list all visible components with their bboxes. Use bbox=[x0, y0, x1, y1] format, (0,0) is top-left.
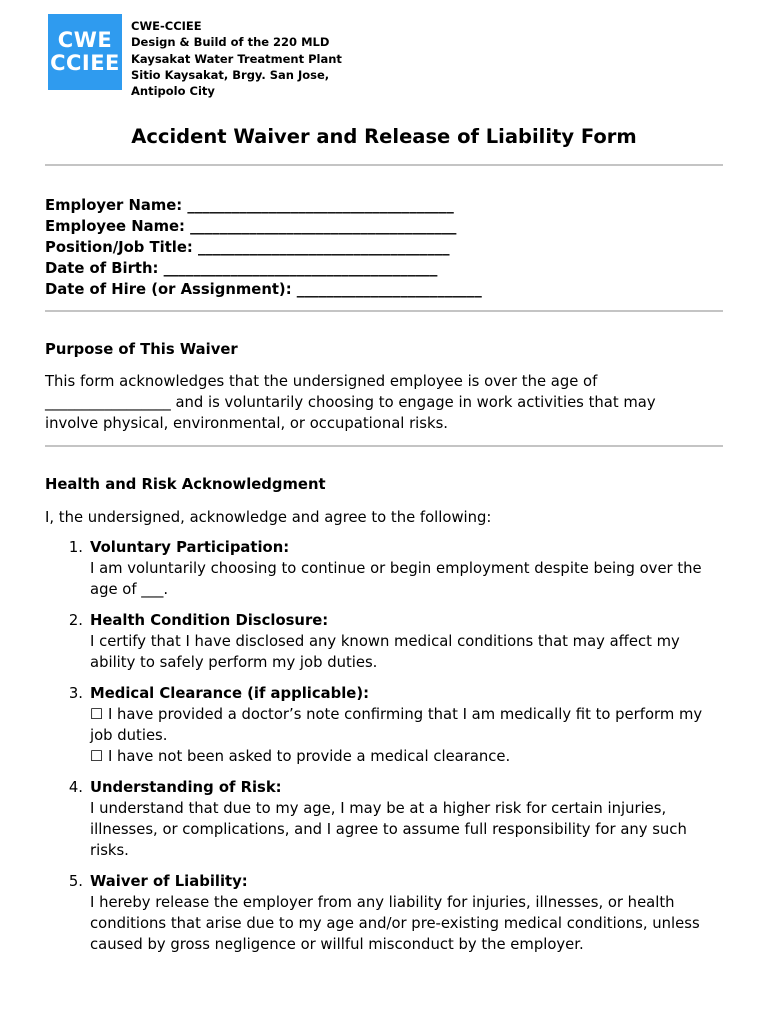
item-line: age of ___. bbox=[90, 581, 169, 598]
item-line: risks. bbox=[90, 842, 129, 859]
paragraph-line: involve physical, environmental, or occupational risks. bbox=[45, 415, 448, 432]
item-number: 3. bbox=[68, 685, 83, 702]
item-title: Understanding of Risk: bbox=[90, 779, 282, 796]
logo-line-2: CCIEE bbox=[50, 51, 120, 75]
item-line: conditions that arise due to my age and/or pre-existing medical conditions, unless bbox=[90, 915, 700, 932]
item-number: 2. bbox=[68, 612, 83, 629]
doctor-note-checkbox[interactable]: ☐ I have provided a doctor’s note confirming that I am medically fit to perform my bbox=[90, 706, 703, 723]
employee-name-field[interactable]: Employee Name: ____________________________________ bbox=[45, 218, 457, 235]
intro-line: I, the undersigned, acknowledge and agree to the following: bbox=[45, 509, 492, 526]
item-line: I certify that I have disclosed any known medical conditions that may affect my bbox=[90, 633, 680, 650]
item-line: job duties. bbox=[90, 727, 168, 744]
item-title: Health Condition Disclosure: bbox=[90, 612, 329, 629]
company-info bbox=[131, 18, 342, 99]
position-field[interactable]: Position/Job Title: __________________________________ bbox=[45, 239, 450, 256]
divider bbox=[45, 445, 723, 447]
item-line: I am voluntarily choosing to continue or begin employment despite being over the bbox=[90, 560, 702, 577]
employee-fields bbox=[45, 195, 482, 300]
item-number: 1. bbox=[68, 539, 83, 556]
paragraph-line: This form acknowledges that the undersigned employee is over the age of bbox=[45, 373, 598, 390]
company-line: Sitio Kaysakat, Brgy. San Jose, bbox=[131, 67, 330, 82]
page-title: Accident Waiver and Release of Liability Form bbox=[131, 125, 637, 148]
divider bbox=[45, 310, 723, 312]
item-line: illnesses, or complications, and I agree to assume full responsibility for any such bbox=[90, 821, 687, 838]
health-intro bbox=[45, 507, 735, 528]
item-title: Waiver of Liability: bbox=[90, 873, 248, 890]
date-of-hire-field[interactable]: Date of Hire (or Assignment): _________________________ bbox=[45, 281, 482, 298]
company-line: Antipolo City bbox=[131, 84, 215, 99]
divider bbox=[45, 164, 723, 166]
letterhead bbox=[48, 14, 342, 99]
list-item bbox=[45, 610, 735, 673]
company-line: CWE-CCIEE bbox=[131, 19, 202, 33]
company-line: Kaysakat Water Treatment Plant bbox=[131, 51, 342, 66]
list-item bbox=[45, 777, 735, 861]
no-clearance-checkbox[interactable]: ☐ I have not been asked to provide a medical clearance. bbox=[90, 748, 511, 765]
item-title: Voluntary Participation: bbox=[90, 539, 290, 556]
item-line: caused by gross negligence or willful misconduct by the employer. bbox=[90, 936, 584, 953]
list-item bbox=[45, 537, 735, 600]
paragraph-line: _________________ and is voluntarily choosing to engage in work activities that may bbox=[45, 394, 656, 411]
purpose-paragraph bbox=[45, 371, 735, 434]
acknowledgment-list bbox=[45, 537, 735, 965]
item-line: I understand that due to my age, I may be at a higher risk for certain injuries, bbox=[90, 800, 667, 817]
company-line: Design & Build of the 220 MLD bbox=[131, 35, 330, 50]
item-title: Medical Clearance (if applicable): bbox=[90, 685, 370, 702]
item-line: I hereby release the employer from any liability for injuries, illnesses, or health bbox=[90, 894, 675, 911]
item-number: 5. bbox=[68, 873, 83, 890]
company-logo bbox=[48, 14, 122, 90]
date-of-birth-field[interactable]: Date of Birth: _____________________________________ bbox=[45, 260, 438, 277]
employer-name-field[interactable]: Employer Name: ____________________________________ bbox=[45, 197, 454, 214]
item-number: 4. bbox=[68, 779, 83, 796]
item-line: ability to safely perform my job duties. bbox=[90, 654, 378, 671]
list-item bbox=[45, 871, 735, 955]
logo-line-1: CWE bbox=[57, 28, 113, 52]
health-heading: Health and Risk Acknowledgment bbox=[45, 476, 326, 493]
list-item bbox=[45, 683, 735, 767]
purpose-heading: Purpose of This Waiver bbox=[45, 341, 238, 358]
